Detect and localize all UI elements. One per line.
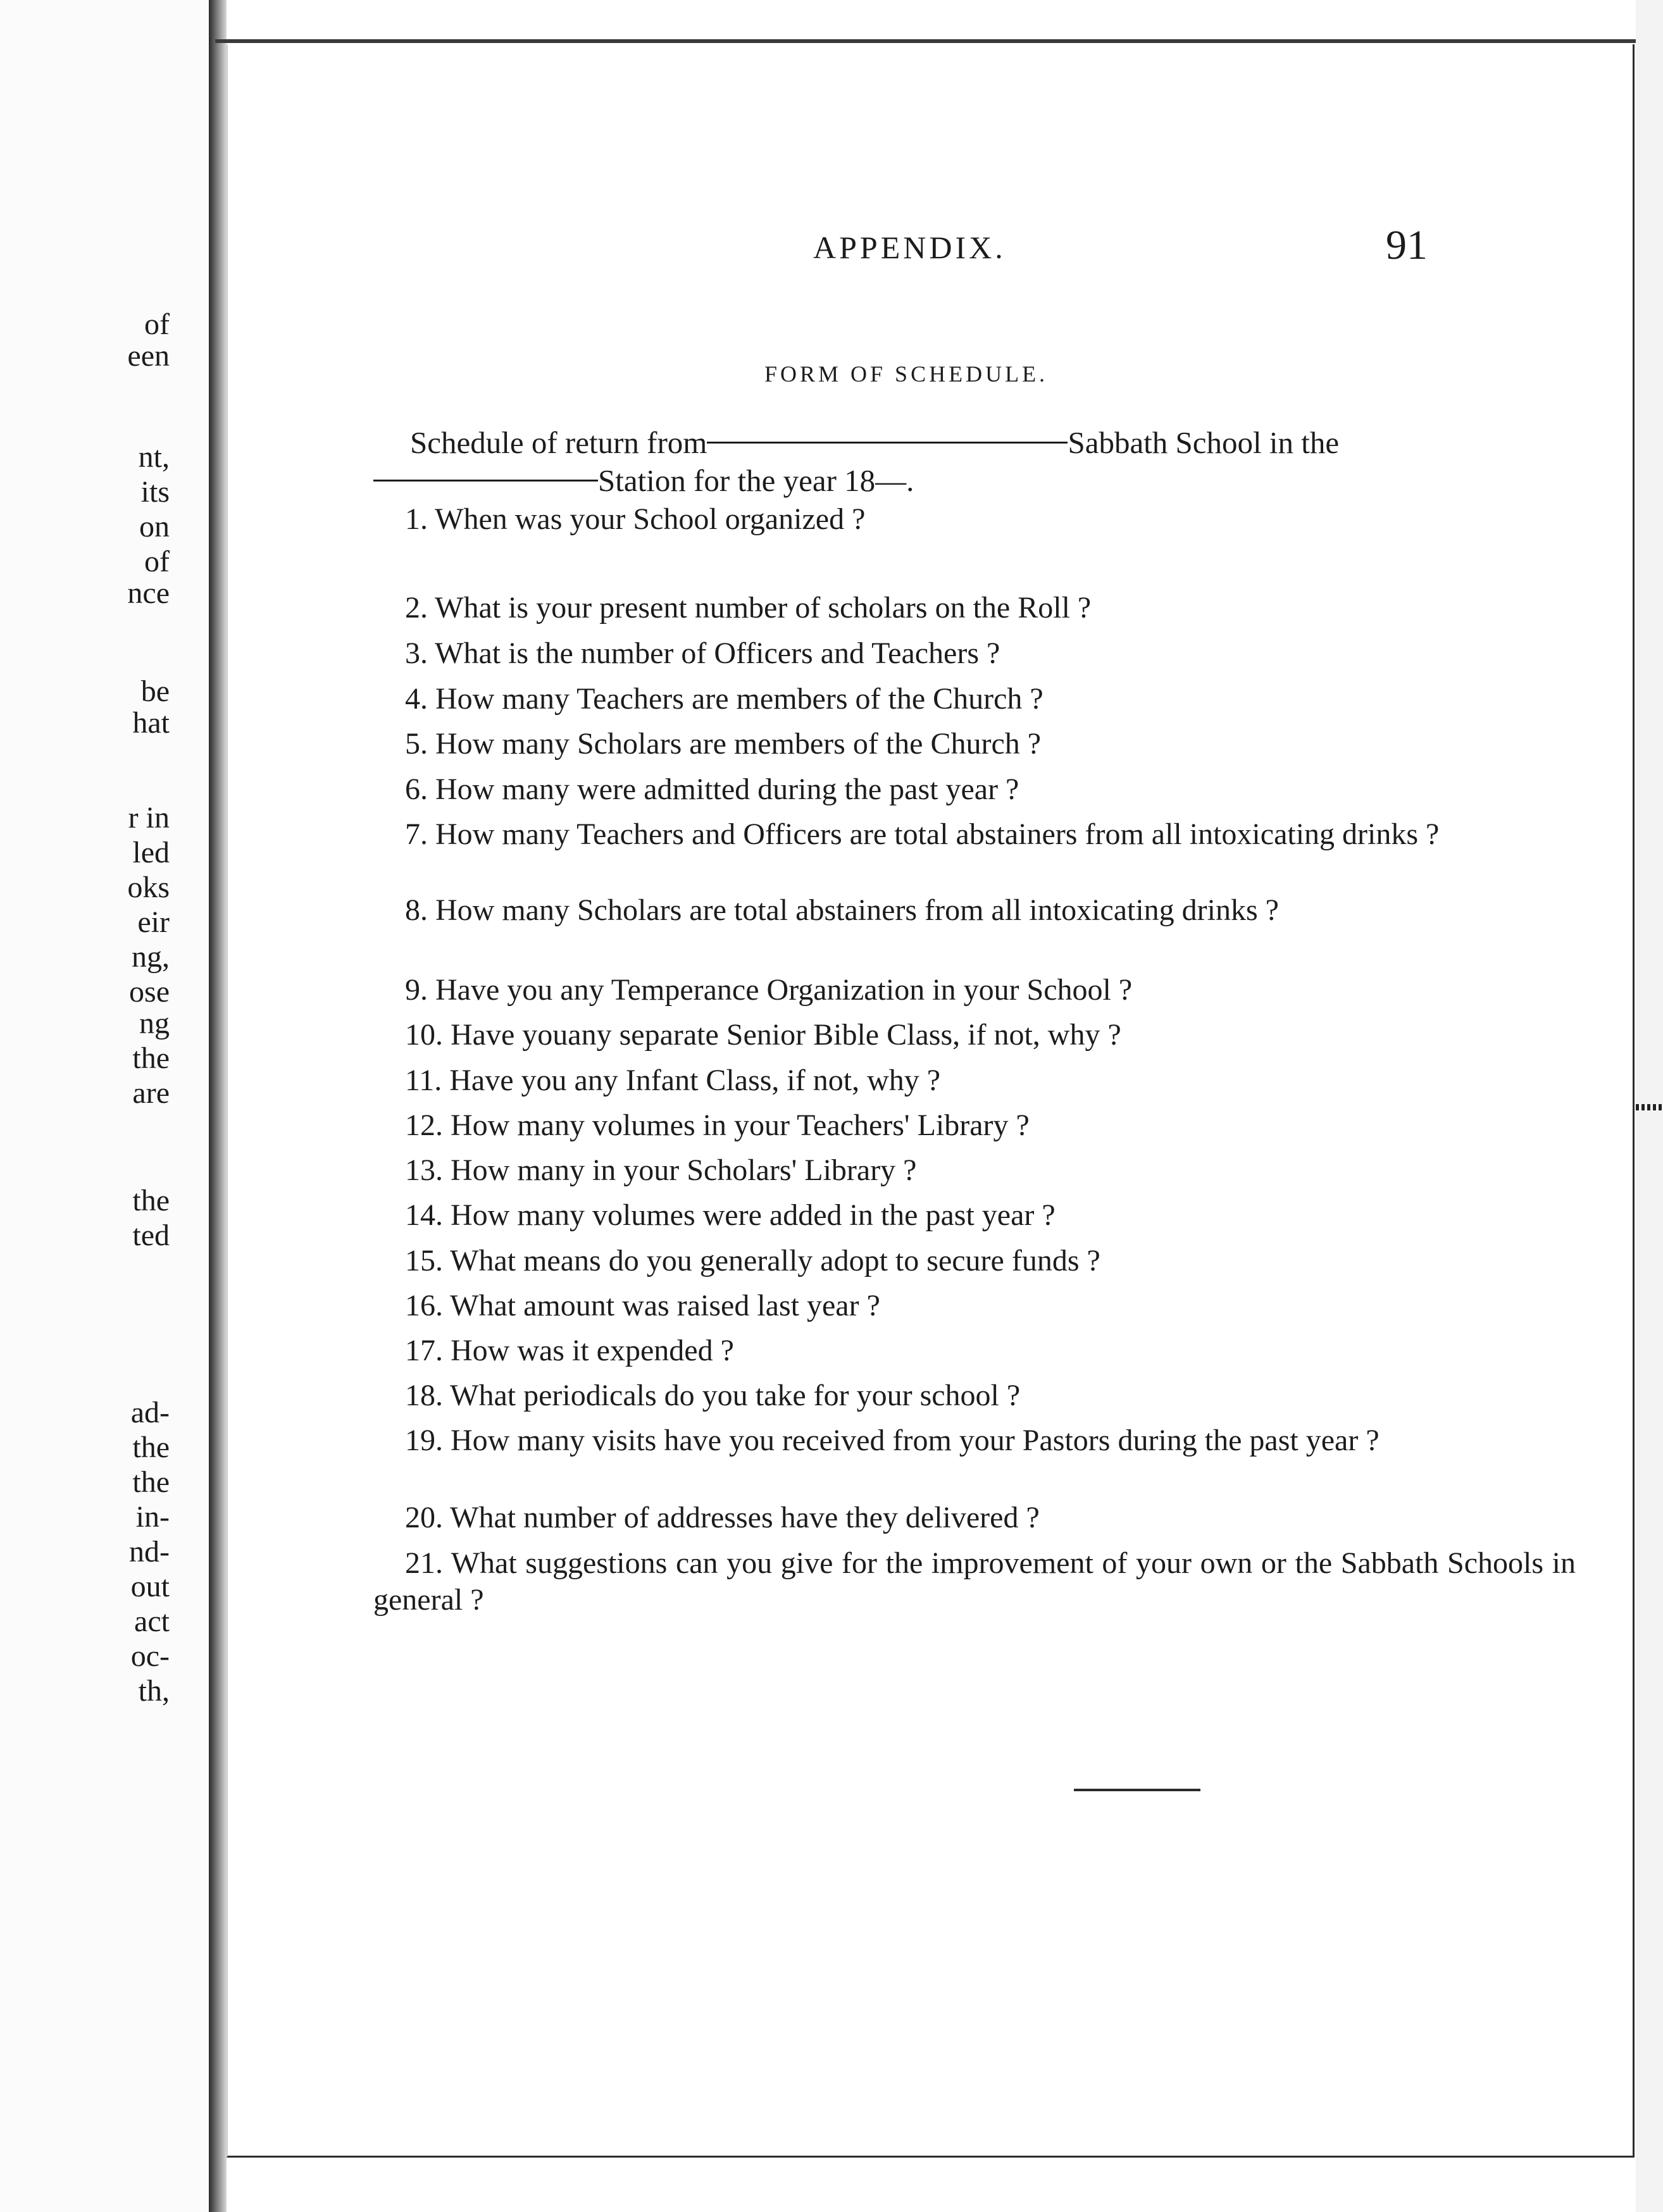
question-item xyxy=(373,972,1576,1009)
question-number: 16. xyxy=(405,1289,443,1322)
question-text: How many Scholars are total abstainers from all intoxicating drinks ? xyxy=(435,893,1279,927)
question-item xyxy=(373,1107,1576,1144)
question-text: What number of addresses have they delivered ? xyxy=(450,1501,1040,1534)
left-page-edge xyxy=(0,0,215,2212)
running-title: APPENDIX. xyxy=(813,230,1006,265)
question-number: 5. xyxy=(405,727,428,761)
question-number: 21. xyxy=(405,1546,443,1580)
question-number: 3. xyxy=(405,637,428,670)
left-page-fragment: ose xyxy=(129,975,170,1009)
question-text: Have you any Temperance Organization in your School ? xyxy=(435,973,1133,1007)
question-number: 2. xyxy=(405,591,428,624)
left-page-fragment: th, xyxy=(138,1674,170,1708)
question-text: What suggestions can you give for the improvement of your own or the Sabbath Schools in general ? xyxy=(373,1546,1576,1617)
question-number: 8. xyxy=(405,893,428,927)
question-item xyxy=(373,501,1576,538)
left-page-fragment: the xyxy=(132,1041,170,1075)
left-page-fragment: led xyxy=(132,836,170,869)
left-page-fragment: the xyxy=(132,1431,170,1464)
left-page-fragment: on xyxy=(139,510,170,544)
left-page-fragment: in- xyxy=(135,1500,170,1534)
question-text: How was it expended ? xyxy=(451,1334,734,1367)
question-item xyxy=(373,1243,1576,1279)
question-number: 14. xyxy=(405,1198,443,1232)
question-item xyxy=(373,1017,1576,1053)
question-number: 10. xyxy=(405,1018,443,1052)
left-page-fragment: its xyxy=(140,475,170,509)
question-item xyxy=(373,1500,1576,1536)
left-page-fragment: be xyxy=(140,674,170,708)
left-page-fragment: act xyxy=(134,1605,170,1638)
right-page-edge xyxy=(1636,0,1663,2212)
question-number: 12. xyxy=(405,1109,443,1142)
question-text: What means do you generally adopt to secure funds ? xyxy=(450,1244,1100,1277)
left-page-fragment: nt, xyxy=(138,440,170,474)
page-top-edge xyxy=(215,39,1636,43)
left-page-fragment: oks xyxy=(127,871,170,904)
question-item xyxy=(373,1288,1576,1324)
question-text: How many volumes were added in the past year ? xyxy=(451,1198,1056,1232)
question-number: 20. xyxy=(405,1501,443,1534)
left-page-fragment: hat xyxy=(132,706,170,740)
question-number: 7. xyxy=(405,817,428,851)
question-number: 11. xyxy=(405,1064,442,1097)
question-number: 9. xyxy=(405,973,428,1007)
question-number: 19. xyxy=(405,1424,443,1457)
question-text: How many were admitted during the past year ? xyxy=(435,773,1019,806)
question-number: 13. xyxy=(405,1153,443,1187)
question-text: Have youany separate Senior Bible Class, if not, why ? xyxy=(451,1018,1121,1052)
intro-line-1 xyxy=(373,424,1576,462)
left-page-fragment: nd- xyxy=(129,1535,170,1569)
left-page-fragment: ng, xyxy=(132,940,170,974)
question-item xyxy=(373,1062,1576,1099)
question-item xyxy=(373,1422,1576,1459)
question-text: How many Teachers and Officers are total abstainers from all intoxicating drinks ? xyxy=(435,817,1440,851)
right-page xyxy=(227,44,1635,2158)
left-page-fragment: of xyxy=(144,545,170,578)
closing-rule xyxy=(1074,1789,1200,1791)
left-page-fragment: are xyxy=(132,1076,170,1110)
left-page-fragment: out xyxy=(130,1570,170,1603)
edge-dots xyxy=(1636,1104,1663,1110)
question-text: What is the number of Officers and Teachers ? xyxy=(435,637,1000,670)
question-text: How many visits have you received from your Pastors during the past year ? xyxy=(451,1424,1380,1457)
question-item xyxy=(373,681,1576,718)
question-text: How many volumes in your Teachers' Library ? xyxy=(451,1109,1030,1142)
book-gutter xyxy=(209,0,227,2212)
question-text: When was your School organized ? xyxy=(435,502,866,536)
intro-part-1: Schedule of return from xyxy=(410,425,707,460)
question-number: 6. xyxy=(405,773,428,806)
question-item xyxy=(373,635,1576,672)
question-item xyxy=(373,771,1576,808)
question-text: Have you any Infant Class, if not, why ? xyxy=(449,1064,941,1097)
left-page-fragment: ad- xyxy=(130,1396,170,1429)
intro-part-2: Sabbath School in the xyxy=(1068,425,1340,460)
left-page-fragment: the xyxy=(132,1184,170,1217)
question-item xyxy=(373,726,1576,762)
left-page-fragment: ted xyxy=(132,1219,170,1252)
fill-in-blank-station xyxy=(373,480,598,482)
question-text: What is your present number of scholars on the Roll ? xyxy=(435,591,1092,624)
question-item xyxy=(373,1152,1576,1189)
question-text: How many Scholars are members of the Church ? xyxy=(435,727,1042,761)
question-number: 15. xyxy=(405,1244,443,1277)
question-number: 4. xyxy=(405,682,428,716)
fill-in-blank-school xyxy=(707,442,1068,444)
section-title: FORM OF SCHEDULE. xyxy=(764,361,1049,387)
question-text: How many in your Scholars' Library ? xyxy=(451,1153,917,1187)
left-page-fragment: r in xyxy=(128,801,170,835)
intro-line-2 xyxy=(373,462,1576,500)
question-item xyxy=(373,892,1576,929)
question-item xyxy=(373,816,1576,853)
question-item xyxy=(373,1377,1576,1414)
left-page-fragment: ng xyxy=(139,1007,170,1040)
question-text: How many Teachers are members of the Church ? xyxy=(435,682,1043,716)
question-text: What amount was raised last year ? xyxy=(450,1289,880,1322)
question-item xyxy=(373,1545,1576,1619)
left-page-fragment: eir xyxy=(137,905,170,939)
question-number: 1. xyxy=(405,502,428,536)
intro-part-3: Station for the year 18—. xyxy=(598,463,914,498)
left-page-fragment: nce xyxy=(127,576,170,610)
schedule-intro xyxy=(373,424,1576,500)
left-page-fragment: of xyxy=(144,308,170,341)
left-page-fragment: oc- xyxy=(130,1639,170,1673)
question-item xyxy=(373,590,1576,626)
question-text: What periodicals do you take for your school ? xyxy=(450,1379,1021,1412)
page-number: 91 xyxy=(1386,222,1428,268)
question-item xyxy=(373,1333,1576,1369)
question-number: 18. xyxy=(405,1379,443,1412)
question-number: 17. xyxy=(405,1334,443,1367)
left-page-fragment: the xyxy=(132,1465,170,1499)
question-item xyxy=(373,1197,1576,1234)
left-page-fragment: een xyxy=(127,339,170,373)
